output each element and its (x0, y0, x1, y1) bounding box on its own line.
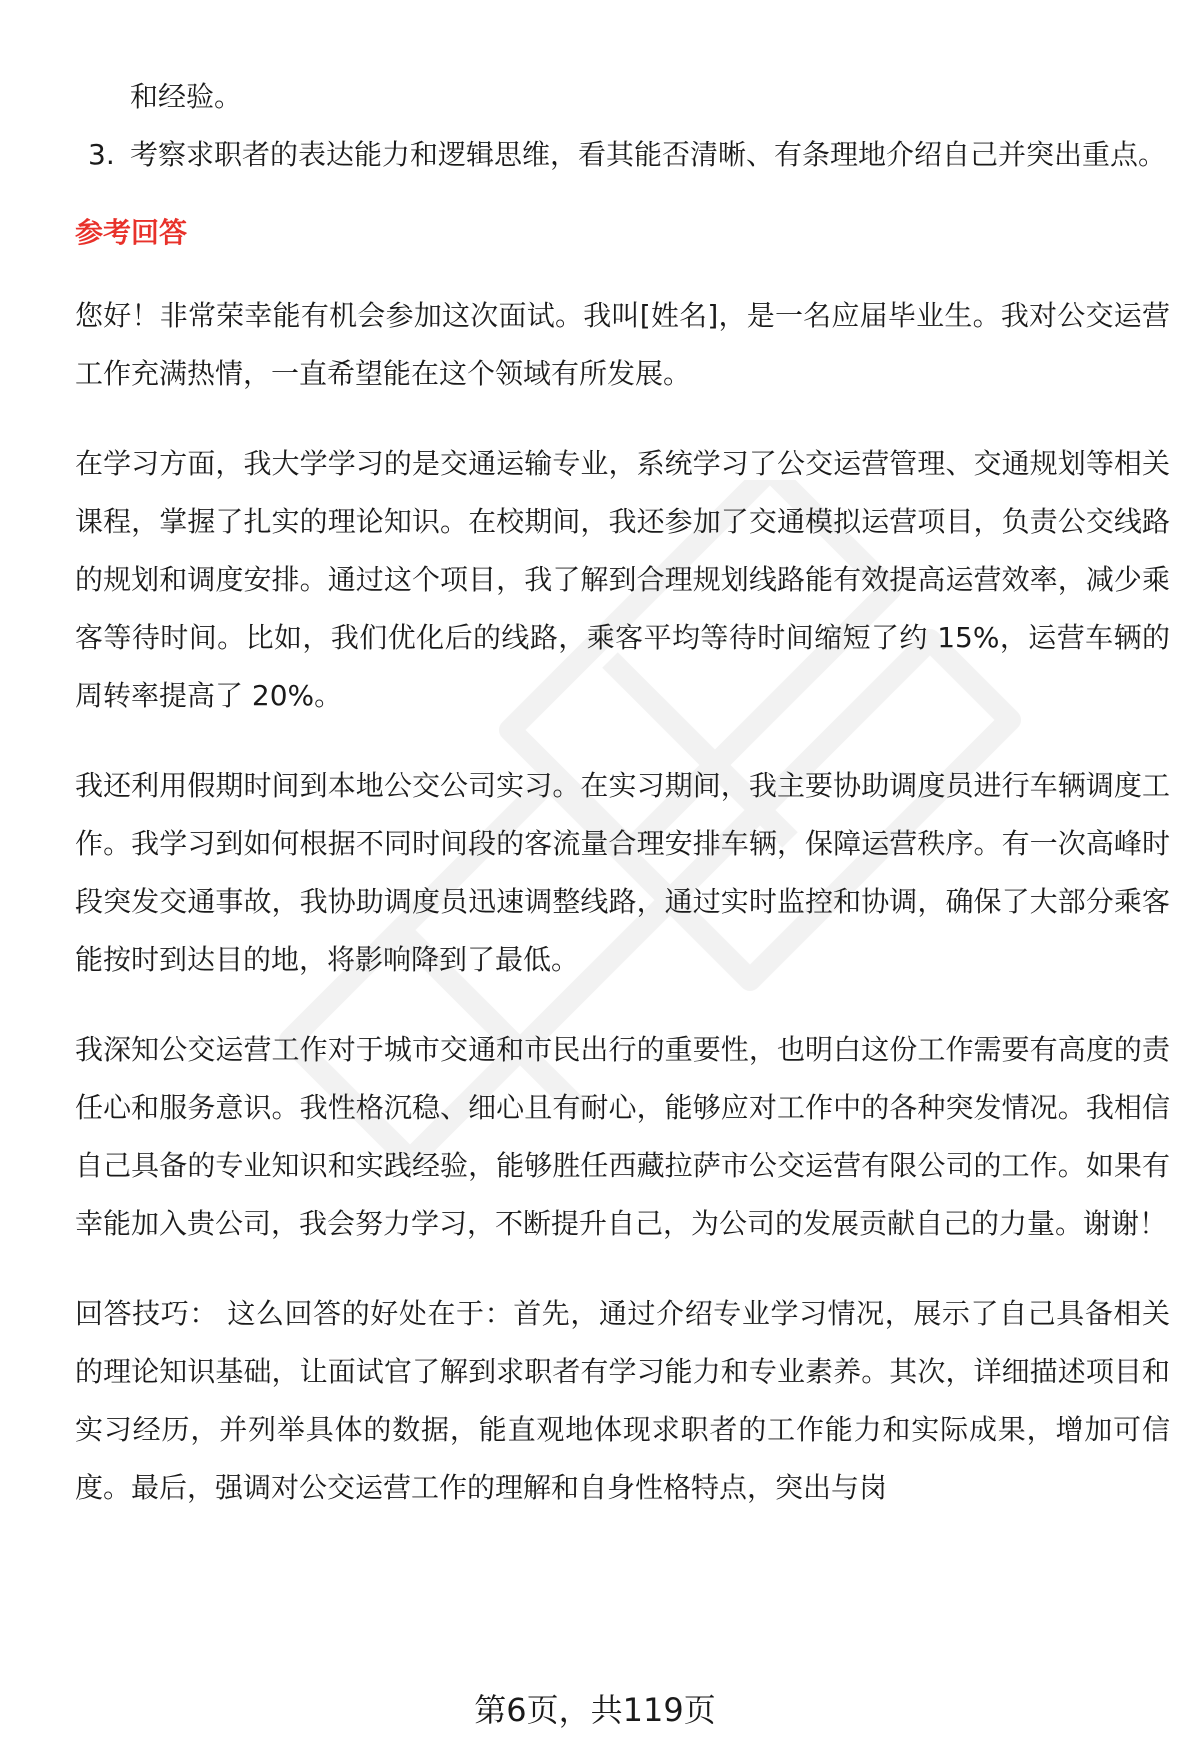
page-number-footer: 第6页，共119页 (474, 1691, 716, 1729)
answer-paragraph-study: 在学习方面，我大学学习的是交通运输专业，系统学习了公交运营管理、交通规划等相关课程，掌握了扎实的理论知识。在校期间，我还参加了交通模拟运营项目，负责公交线路的规划和调度安排。通过这个项目，我了解到合理规划线路能有效提高运营效率，减少乘客等待时间。比如，我们优化后的线路，乘客平均等待时间缩短了约 15%，运营车辆的周转率提高了 20%。 (75, 447, 1170, 712)
answer-tips-paragraph: 回答技巧： 这么回答的好处在于：首先，通过介绍专业学习情况，展示了自己具备相关的理论知识基础，让面试官了解到求职者有学习能力和专业素养。其次，详细描述项目和实习经历，并列举具体的数据，能直观地体现求职者的工作能力和实际成果，增加可信度。最后，强调对公交运营工作的理解和自身性格特点，突出与岗 (75, 1297, 1170, 1504)
document-content (75, 68, 1170, 1517)
answer-paragraph-internship: 我还利用假期时间到本地公交公司实习。在实习期间，我主要协助调度员进行车辆调度工作。我学习到如何根据不同时间段的客流量合理安排车辆，保障运营秩序。有一次高峰时段突发交通事故，我协助调度员迅速调整线路，通过实时监控和协调，确保了大部分乘客能按时到达目的地，将影响降到了最低。 (75, 769, 1170, 976)
answer-paragraph-intro: 您好！非常荣幸能有机会参加这次面试。我叫[姓名]，是一名应届毕业生。我对公交运营工作充满热情，一直希望能在这个领域有所发展。 (75, 299, 1170, 390)
answer-paragraph-conclusion: 我深知公交运营工作对于城市交通和市民出行的重要性，也明白这份工作需要有高度的责任心和服务意识。我性格沉稳、细心且有耐心，能够应对工作中的各种突发情况。我相信自己具备的专业知识和实践经验，能够胜任西藏拉萨市公交运营有限公司的工作。如果有幸能加入贵公司，我会努力学习，不断提升自己，为公司的发展贡献自己的力量。谢谢！ (75, 1033, 1170, 1240)
list-item (75, 126, 1170, 184)
list-continuation-text: 和经验。 (130, 80, 243, 113)
section-heading-reference-answer: 参考回答 (75, 216, 188, 249)
list-item-number: 3. (88, 138, 115, 171)
list-item-text: 考察求职者的表达能力和逻辑思维，看其能否清晰、有条理地介绍自己并突出重点。 (130, 138, 1167, 171)
